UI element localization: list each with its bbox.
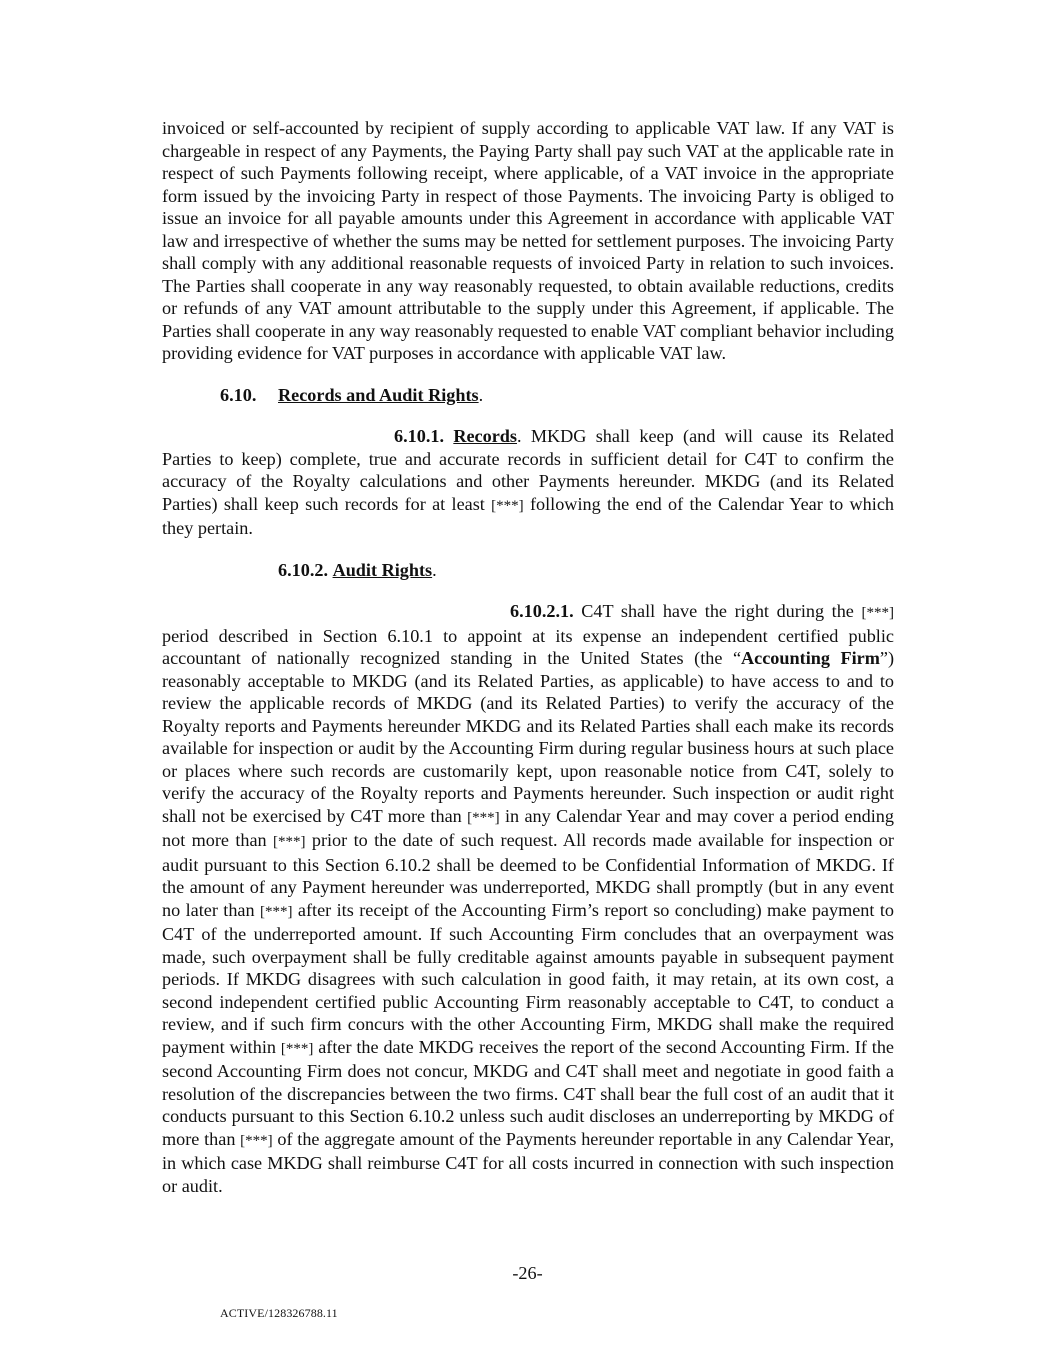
section-number: 6.10. [220,384,257,405]
section-text: after the date MKDG receives the report of the second Accounting Firm. If the second Accounting Firm does not concur, MKDG and C4T shall meet and negotiate in good faith a resolution of the discrepancies between the two firms. C4T shall bear the full cost of an audit that it conducts pursuant to this Section 6.10.2 unless such audit discloses an underreporting by MKDG of more than [162,1036,895,1149]
redaction-mark: [***] [273,834,306,850]
section-number: 6.10.2.1. [510,601,574,621]
section-number: 6.10.2. [278,559,329,580]
section-6-10-2-1-paragraph [162,600,894,1197]
redaction-mark: [***] [467,809,500,826]
page-number: -26- [512,1263,543,1283]
section-text: following the end of the Calendar Year to which they pertain. [162,493,894,538]
section-6-10-2-heading [162,559,894,582]
section-text: period described in Section 6.10.1 to appoint at its expense an independent certified public accountant of nationally recognized standing in the United States (the “ [162,625,894,668]
section-6-10-heading [162,384,894,407]
section-title: Records [453,426,517,446]
section-title: Audit Rights [332,559,433,580]
section-title: Records and Audit Rights [278,384,479,405]
section-text: after its receipt of the Accounting Firm’s report so concluding) make payment to C4T of the underreported amount. If such Accounting Firm concludes that an overpayment was made, such overpayment shall be fully creditable against amounts payable in subsequent payment periods. If MKDG disagrees with such calculation in good faith, it may retain, at its own cost, a second independent certified public Accounting Firm reasonably acceptable to C4T, to conduct a review, and if such firm concurs with the other Accounting Firm, MKDG shall make the required payment within [162,899,894,1057]
document-body [162,117,894,1197]
section-text: . MKDG shall keep (and will cause its Related Parties to keep) complete, true and accurate records in sufficient detail for C4T to confirm the accuracy of the Royalty calculations and other Payments hereunder. MKDG (and its Related Parties) shall keep such records for at least [162,426,894,514]
redaction-mark: [***] [280,1040,314,1057]
redaction-mark: [***] [260,903,293,920]
section-text: ”) reasonably acceptable to MKDG (and its Related Parties, as applicable) to have access to and to review the applicable records of MKDG (and its Related Parties) to verify the accuracy of the Royalty reports and Payments hereunder MKDG and its Related Parties shall each make its records available for inspection or audit by the Accounting Firm during regular business hours at such place or places where such records are customarily kept, upon reasonable notice from C4T, solely to verify the accuracy of the Royalty reports and Payments hereunder. Such inspection or audit right shall not be exercised by C4T more than [162,648,895,826]
section-text: in any Calendar Year and may cover a period ending not more than [162,805,894,850]
document-id: ACTIVE/128326788.11 [220,1306,338,1320]
section-text: of the aggregate amount of the Payments hereunder reportable in any Calendar Year, in which case MKDG shall reimburse C4T for all costs incurred in connection with such inspection or audit. [162,1128,894,1196]
redaction-mark: [***] [240,1132,273,1149]
section-title-period: . [432,559,437,580]
section-title-period: . [478,384,484,405]
vat-paragraph: invoiced or self-accounted by recipient of supply according to applicable VAT law. If any VAT is chargeable in respect of any Payments, the Paying Party shall pay such VAT at the applicable rate in respect of such Payments following receipt, where applicable, of a VAT invoice in the appropriate form issued by the invoicing Party in respect of those Payments. The invoicing Party is obliged to issue an invoice for all payable amounts under this Agreement in accordance with applicable VAT law and irrespective of whether the sums may be netted for settlement purposes. The invoicing Party shall comply with any additional reasonable requests of invoiced Party in relation to such invoices. The Parties shall cooperate in any way reasonably requested, to obtain available reductions, credits or refunds of any VAT amount attributable to the supply under this Agreement, if applicable. The Parties shall cooperate in any way reasonably requested to enable VAT compliant behavior including providing evidence for VAT purposes in accordance with applicable VAT law. [162,118,895,363]
section-6-10-1-paragraph [162,425,894,540]
section-text: prior to the date of such request. All records made available for inspection or audit pursuant to this Section 6.10.2 shall be deemed to be Confidential Information of MKDG. If the amount of any Payment hereunder was underreported, MKDG shall promptly (but in any event no later than [162,830,894,920]
section-number: 6.10.1. [394,426,445,446]
redaction-mark: [***] [861,605,894,621]
section-text: C4T shall have the right during the [573,601,862,621]
defined-term: Accounting Firm [741,648,880,668]
redaction-mark: [***] [491,497,524,514]
